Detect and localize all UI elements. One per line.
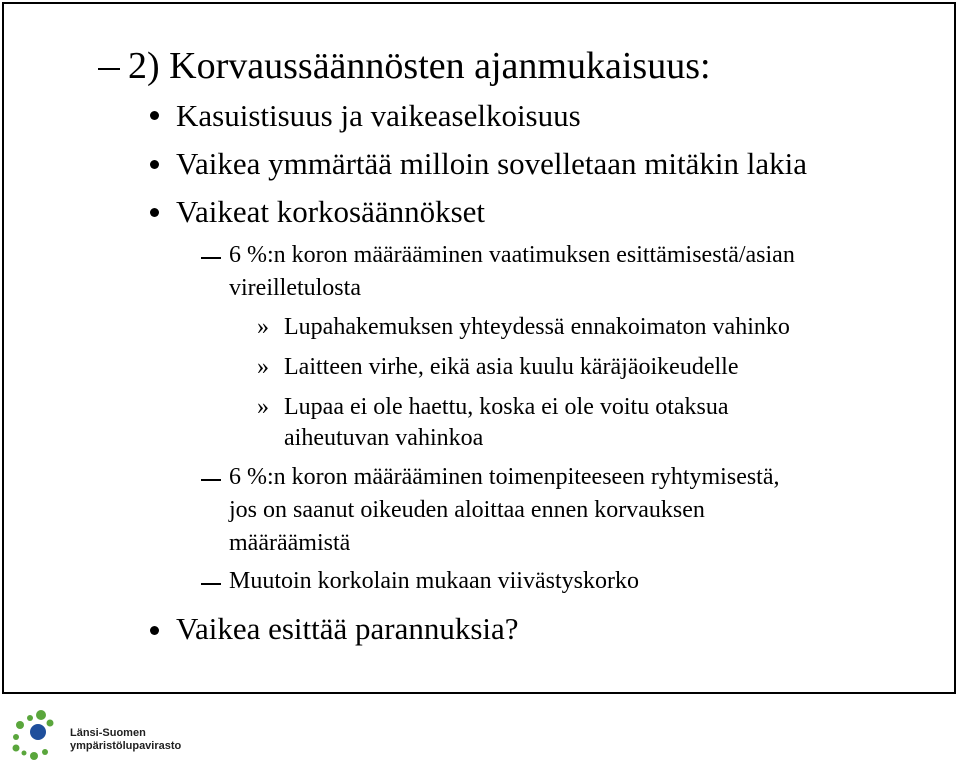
sub-item-dash bbox=[201, 479, 221, 481]
agency-logo bbox=[8, 708, 182, 764]
slide-heading: 2) Korvaussäännösten ajanmukaisuus: bbox=[128, 45, 711, 87]
bullet-dot bbox=[150, 208, 159, 217]
sub-sub-marker: » bbox=[257, 354, 269, 380]
sub-item-dash bbox=[201, 583, 221, 585]
logo-text-line-1: Länsi-Suomen bbox=[70, 727, 146, 739]
bullet-2: Vaikea ymmärtää milloin sovelletaan mitäkin lakia bbox=[176, 146, 807, 181]
bullet-3: Vaikeat korkosäännökset bbox=[176, 194, 486, 229]
sub-sub-marker: » bbox=[257, 314, 269, 340]
sub-item-1-line-2: vireilletulosta bbox=[229, 275, 361, 301]
heading-dash bbox=[98, 68, 120, 70]
logo-dots-icon bbox=[8, 708, 64, 764]
sub-sub-item-3-line-1: Lupaa ei ole haettu, koska ei ole voitu otaksua bbox=[284, 394, 729, 420]
sub-item-2-line-3: määräämistä bbox=[229, 530, 351, 556]
sub-item-dash bbox=[201, 257, 221, 259]
sub-item-1-line-1: 6 %:n koron määrääminen vaatimuksen esittämisestä/asian bbox=[229, 242, 795, 268]
sub-item-2-line-2: jos on saanut oikeuden aloittaa ennen korvauksen bbox=[229, 497, 705, 523]
sub-sub-item-2: Laitteen virhe, eikä asia kuulu käräjäoikeudelle bbox=[284, 354, 739, 380]
sub-sub-item-3-line-2: aiheutuvan vahinkoa bbox=[284, 425, 484, 451]
bullet-4: Vaikea esittää parannuksia? bbox=[176, 611, 519, 646]
logo-text-line-2: ympäristölupavirasto bbox=[70, 740, 182, 752]
sub-item-2-line-1: 6 %:n koron määrääminen toimenpiteeseen ryhtymisestä, bbox=[229, 464, 780, 490]
bullet-1: Kasuistisuus ja vaikeaselkoisuus bbox=[176, 98, 581, 133]
bullet-dot bbox=[150, 626, 159, 635]
sub-sub-marker: » bbox=[257, 394, 269, 420]
bullet-dot bbox=[150, 111, 159, 120]
sub-sub-item-1: Lupahakemuksen yhteydessä ennakoimaton vahinko bbox=[284, 314, 790, 340]
sub-item-3-line-1: Muutoin korkolain mukaan viivästyskorko bbox=[229, 568, 639, 594]
bullet-dot bbox=[150, 160, 159, 169]
